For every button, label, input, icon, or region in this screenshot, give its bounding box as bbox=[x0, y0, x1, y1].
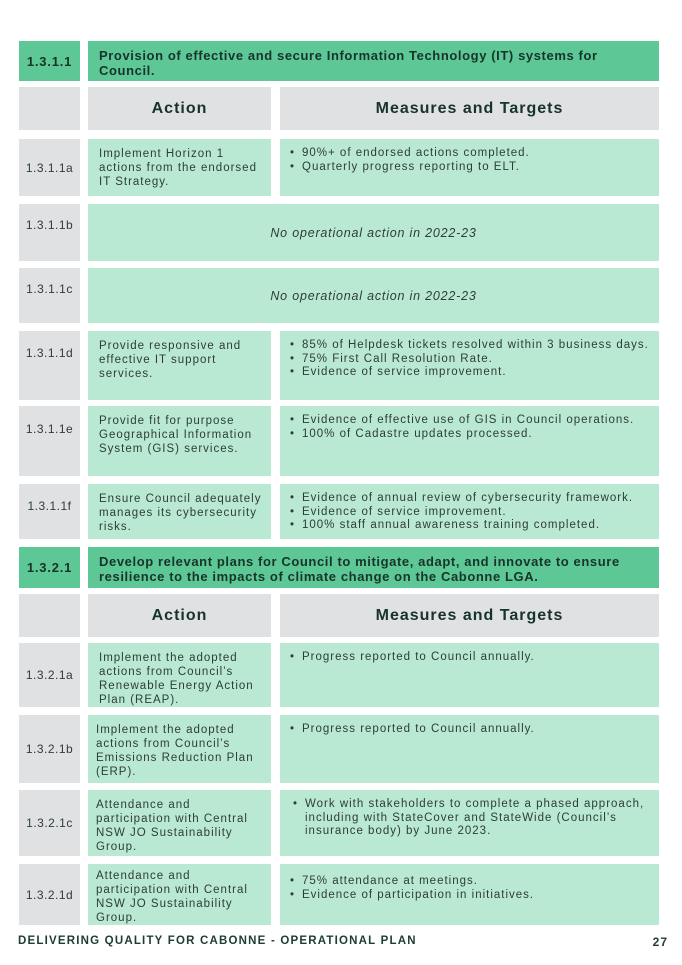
measure-item: • 75% First Call Resolution Rate. bbox=[302, 353, 653, 367]
measure-item: • Evidence of service improvement. bbox=[302, 506, 653, 520]
measure-item: • Quarterly progress reporting to ELT. bbox=[302, 161, 653, 175]
measures-list bbox=[290, 147, 653, 174]
row-action: Implement the adopted actions from Council’s Renewable Energy Action Plan (REAP). bbox=[88, 643, 271, 707]
row-measures bbox=[280, 139, 659, 196]
header-blank-cell bbox=[19, 594, 80, 637]
row-code: 1.3.1.1a bbox=[19, 139, 80, 196]
no-action-note: No operational action in 2022-23 bbox=[88, 204, 659, 261]
row-action: Attendance and participation with Central NSW JO Sustainability Group. bbox=[88, 864, 271, 925]
measure-item: • Work with stakeholders to complete a phased approach, including with StateCover and StateWide (Council’s insurance body) by June 2023. bbox=[305, 798, 653, 839]
section-code: 1.3.1.1 bbox=[19, 41, 80, 81]
measure-item: • 100% staff annual awareness training completed. bbox=[302, 519, 653, 533]
row-code: 1.3.1.1b bbox=[19, 204, 80, 261]
measures-list bbox=[293, 798, 653, 839]
measure-item: • Evidence of annual review of cybersecurity framework. bbox=[302, 492, 653, 506]
measures-list bbox=[290, 414, 653, 441]
row-measures bbox=[280, 406, 659, 476]
row-code: 1.3.1.1f bbox=[19, 484, 80, 539]
column-header-measures: Measures and Targets bbox=[280, 87, 659, 130]
measures-list bbox=[290, 492, 653, 533]
measure-item: • 90%+ of endorsed actions completed. bbox=[302, 147, 653, 161]
measure-item: • 85% of Helpdesk tickets resolved within 3 business days. bbox=[302, 339, 653, 353]
footer-title: DELIVERING QUALITY FOR CABONNE - OPERATIONAL PLAN bbox=[18, 935, 417, 947]
page-number: 27 bbox=[652, 935, 668, 949]
row-action: Ensure Council adequately manages its cybersecurity risks. bbox=[88, 484, 271, 539]
measure-item: • Progress reported to Council annually. bbox=[302, 651, 653, 665]
no-action-note: No operational action in 2022-23 bbox=[88, 268, 659, 323]
section-code: 1.3.2.1 bbox=[19, 547, 80, 588]
column-header-measures: Measures and Targets bbox=[280, 594, 659, 637]
row-measures bbox=[280, 715, 659, 783]
row-code: 1.3.2.1c bbox=[19, 790, 80, 856]
measures-list bbox=[290, 651, 653, 665]
row-code: 1.3.2.1a bbox=[19, 643, 80, 707]
measure-item: • Evidence of participation in initiatives. bbox=[302, 889, 653, 903]
row-action: Implement the adopted actions from Council’s Emissions Reduction Plan (ERP). bbox=[88, 715, 271, 783]
measure-item: • Progress reported to Council annually. bbox=[302, 723, 653, 737]
measure-item: • Evidence of service improvement. bbox=[302, 366, 653, 380]
row-measures bbox=[280, 790, 659, 856]
row-measures bbox=[280, 864, 659, 925]
row-code: 1.3.1.1d bbox=[19, 331, 80, 400]
row-action: Provide fit for purpose Geographical Information System (GIS) services. bbox=[88, 406, 271, 476]
row-action: Implement Horizon 1 actions from the endorsed IT Strategy. bbox=[88, 139, 271, 196]
measure-item: • 75% attendance at meetings. bbox=[302, 875, 653, 889]
row-code: 1.3.1.1c bbox=[19, 268, 80, 323]
row-action: Provide responsive and effective IT support services. bbox=[88, 331, 271, 400]
section-title: Provision of effective and secure Information Technology (IT) systems for Council. bbox=[88, 41, 659, 81]
row-action: Attendance and participation with Central NSW JO Sustainability Group. bbox=[88, 790, 271, 856]
measure-item: • 100% of Cadastre updates processed. bbox=[302, 428, 653, 442]
measure-item: • Evidence of effective use of GIS in Council operations. bbox=[302, 414, 653, 428]
row-code: 1.3.2.1d bbox=[19, 864, 80, 925]
column-header-action: Action bbox=[88, 594, 271, 637]
row-code: 1.3.2.1b bbox=[19, 715, 80, 783]
row-measures bbox=[280, 484, 659, 539]
measures-list bbox=[290, 875, 653, 902]
measures-list bbox=[290, 339, 653, 380]
measures-list bbox=[290, 723, 653, 737]
row-measures bbox=[280, 331, 659, 400]
row-code: 1.3.1.1e bbox=[19, 406, 80, 476]
header-blank-cell bbox=[19, 87, 80, 130]
row-measures bbox=[280, 643, 659, 707]
column-header-action: Action bbox=[88, 87, 271, 130]
section-title: Develop relevant plans for Council to mitigate, adapt, and innovate to ensure resilience to the impacts of climate change on the Cabonne LGA. bbox=[88, 547, 659, 588]
